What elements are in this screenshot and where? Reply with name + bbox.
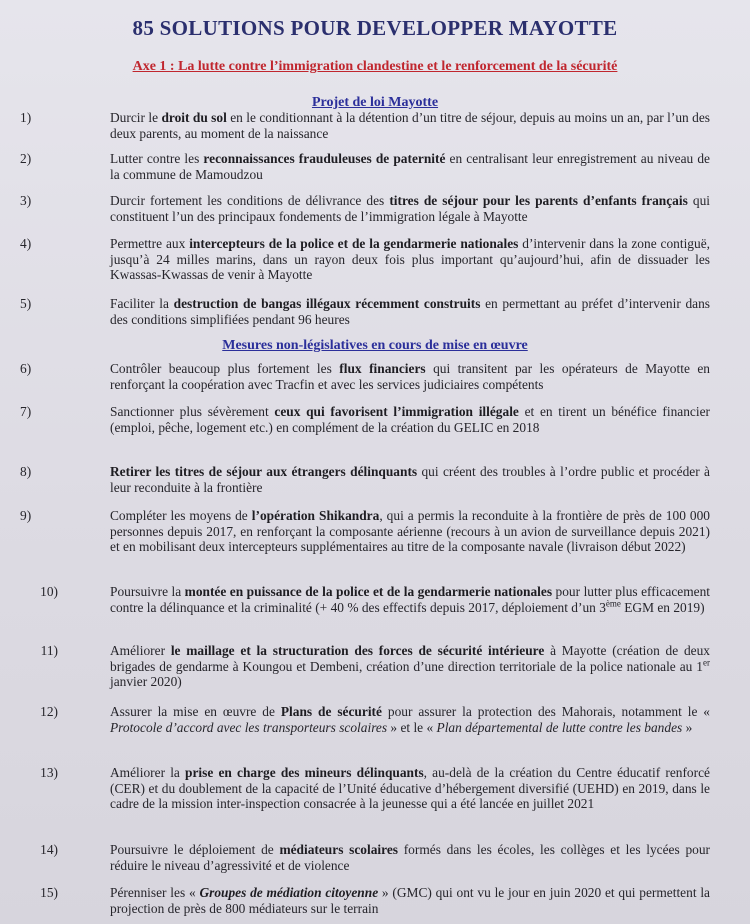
text-run: ème <box>605 598 621 609</box>
text-run: formés dans les écoles, les collèges et les lycées pour réduire le niveau d’agressivité et de violence <box>110 842 710 873</box>
list-item <box>20 193 710 224</box>
text-run: et en tirent un bénéfice financier (emploi, pêche, logement etc.) en complément de la création du GELIC en 2018 <box>110 404 710 435</box>
text-run: pour lutter plus efficacement contre la délinquance et la criminalité (+ 40 % des effectifs depuis 2017, déploiement d’un 3 <box>110 584 711 615</box>
item-number: 12) <box>40 704 58 719</box>
text-run: , au-delà de la création du Centre éducatif renforcé (CER) et du doublement de la capacité de l’Unité éducative d’hébergement diversifié (UEHD) en 2019, dans le cadre de la mission inter-inspection consacrée à la jeunesse qui a été lancée en juillet 2021 <box>110 765 710 811</box>
text-run: qui transitent par les opérateurs de Mayotte en renforçant la coopération avec Tracfin et avec les services judiciaires compétents <box>110 361 710 392</box>
bold-text-run: Groupes de médiation citoyenne <box>199 885 379 900</box>
bold-text-run: flux financiers <box>339 361 426 376</box>
text-run: en permettant au préfet d’intervenir dans des conditions simplifiées pendant 96 heures <box>110 296 710 327</box>
text-run: Pérenniser les « <box>110 885 200 900</box>
bold-text-run: Plans de sécurité <box>280 704 382 719</box>
text-run: Améliorer <box>110 643 171 658</box>
axis-heading: Axe 1 : La lutte contre l’immigration clandestine et le renforcement de la sécurité <box>132 59 618 74</box>
list-item <box>40 842 710 873</box>
italic-text-run: Plan départemental de lutte contre les bandes <box>436 719 683 735</box>
text-run: Faciliter la <box>110 296 174 311</box>
item-text <box>110 584 710 615</box>
item-number: 1) <box>20 110 32 125</box>
item-text <box>110 110 710 141</box>
bold-text-run: ceux qui favorisent l’immigration illégale <box>274 404 519 419</box>
text-run: » et le « <box>387 719 437 735</box>
list-item <box>20 151 710 182</box>
item-number: 4) <box>20 236 32 251</box>
list-item <box>20 236 710 283</box>
item-text <box>110 151 710 182</box>
text-run: EGM en 2019) <box>620 599 705 615</box>
bold-text-run: prise en charge des mineurs délinquants <box>185 765 424 780</box>
item-text <box>110 236 710 283</box>
bold-text-run: reconnaissances frauduleuses de paternité <box>203 151 446 166</box>
item-number: 11) <box>40 643 58 658</box>
text-run: Lutter contre les <box>110 151 204 166</box>
text-run: Permettre aux <box>110 236 190 251</box>
text-run: Sanctionner plus sévèrement <box>110 404 275 419</box>
item-text <box>110 464 710 495</box>
section-heading-projet-de-loi: Projet de loi Mayotte <box>311 95 439 110</box>
item-number: 14) <box>40 842 58 857</box>
italic-text-run: Protocole d’accord avec les transporteurs scolaires <box>110 719 388 735</box>
text-run: Durcir fortement les conditions de délivrance des <box>110 193 390 208</box>
item-text <box>110 404 710 435</box>
item-number: 15) <box>40 885 58 900</box>
item-number: 2) <box>20 151 32 166</box>
item-number: 8) <box>20 464 32 479</box>
text-run: d’intervenir dans la zone contiguë, jusqu’à 24 milles marins, dans un rayon deux fois plus important qu’aujourd’hui, afin de dissuader les Kwassas-Kwassas de venir à Mayotte <box>110 236 710 282</box>
text-run: en centralisant leur enregistrement au niveau de la commune de Mamoudzou <box>110 151 710 182</box>
item-text <box>110 704 710 735</box>
text-run: à Mayotte (création de deux brigades de gendarme à Koungou et Dembeni, création d’une direction territoriale de la police nationale au 1 <box>110 643 711 674</box>
text-run: Durcir le <box>110 110 162 125</box>
item-text <box>110 508 710 555</box>
bold-text-run: médiateurs scolaires <box>279 842 398 857</box>
text-run: » (GMC) qui ont vu le jour en juin 2020 et qui permettent la projection de près de 800 médiateurs sur le terrain <box>110 885 710 916</box>
list-item <box>20 508 710 555</box>
bold-text-run: l’opération Shikandra <box>251 508 380 523</box>
list-item <box>40 704 710 735</box>
text-run: Contrôler beaucoup plus fortement les <box>110 361 340 376</box>
document-title: 85 SOLUTIONS POUR DEVELOPPER MAYOTTE <box>132 16 618 40</box>
text-run: Poursuivre la <box>110 584 185 599</box>
text-run: er <box>703 657 710 668</box>
item-number: 9) <box>20 508 32 523</box>
item-text <box>110 296 710 327</box>
item-text <box>110 643 710 690</box>
item-text <box>110 842 710 873</box>
text-run: en le conditionnant à la détention d’un titre de séjour, depuis au moins un an, par l’un des deux parents, au moment de la naissance <box>110 110 710 141</box>
item-number: 3) <box>20 193 32 208</box>
item-number: 6) <box>20 361 32 376</box>
bold-text-run: titres de séjour pour les parents d’enfants français <box>389 193 688 208</box>
bold-text-run: Retirer les titres de séjour aux étrangers délinquants <box>110 464 418 479</box>
list-item <box>20 404 710 435</box>
text-run: , qui a permis la reconduite à la frontière de près de 100 000 personnes depuis 2017, en renforçant la composante aérienne (recours à un avion de surveillance depuis 2021) et en mobilisant deux intercepteurs supplémentaires au titre de la composante navale (livraison début 2022) <box>110 508 710 554</box>
item-number: 10) <box>40 584 58 599</box>
item-text <box>110 765 710 812</box>
text-run: Poursuivre le déploiement de <box>110 842 280 857</box>
text-run: » <box>682 719 693 735</box>
item-text <box>110 193 710 224</box>
item-number: 7) <box>20 404 32 419</box>
item-text <box>110 361 710 392</box>
list-item <box>40 643 711 690</box>
list-item <box>20 296 710 327</box>
bold-text-run: le maillage et la structuration des forces de sécurité intérieure <box>170 643 545 658</box>
bold-text-run: montée en puissance de la police et de la gendarmerie nationales <box>184 584 553 599</box>
text-run: janvier 2020) <box>110 674 182 689</box>
text-run: Améliorer la <box>110 765 186 780</box>
item-text <box>110 885 710 916</box>
text-run: Compléter les moyens de <box>110 508 252 523</box>
list-item <box>40 885 710 916</box>
list-item <box>20 110 710 141</box>
list-item <box>20 361 710 392</box>
bold-text-run: intercepteurs de la police et de la gendarmerie nationales <box>189 236 519 251</box>
list-item <box>20 464 710 495</box>
text-run: pour assurer la protection des Mahorais, notamment le « <box>381 704 710 719</box>
list-item <box>40 765 710 812</box>
bold-text-run: destruction de bangas illégaux récemment construits <box>173 296 481 311</box>
text-run: Assurer la mise en œuvre de <box>110 704 281 719</box>
item-number: 5) <box>20 296 32 311</box>
section-heading-mesures: Mesures non-législatives en cours de mise en œuvre <box>222 338 528 353</box>
text-run: qui créent des troubles à l’ordre public et procéder à leur reconduite à la frontière <box>110 464 710 495</box>
item-number: 13) <box>40 765 58 780</box>
text-run: qui constituent l’un des principaux fondements de l’immigration légale à Mayotte <box>110 193 710 224</box>
list-item <box>40 584 711 615</box>
bold-text-run: droit du sol <box>161 110 227 125</box>
